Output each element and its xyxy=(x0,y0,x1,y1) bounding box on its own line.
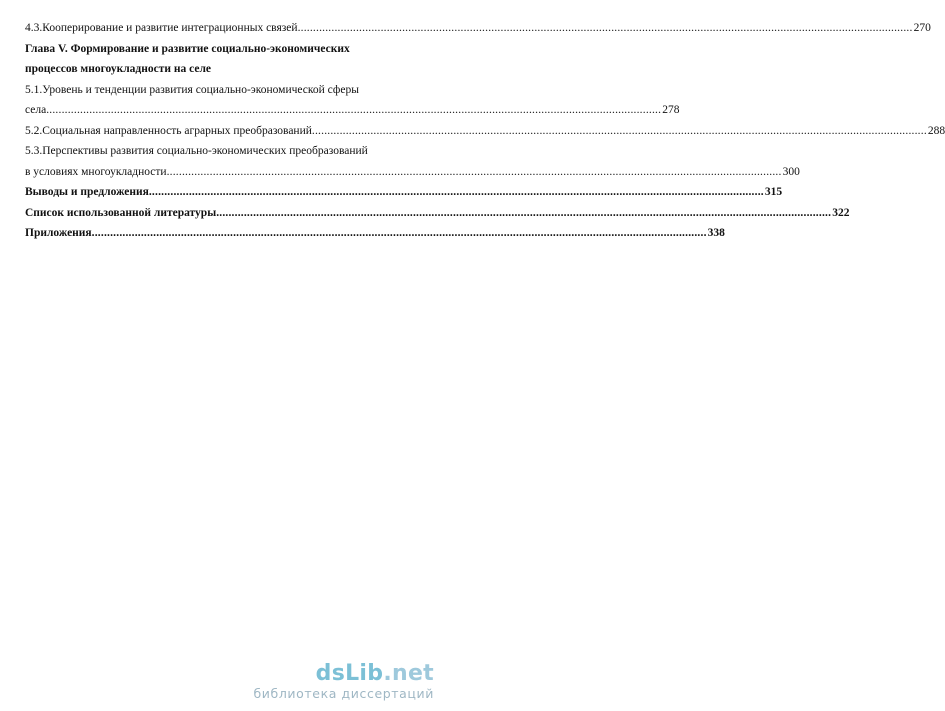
dot-leader: ........................................................................................................................................................................................................ xyxy=(216,206,832,219)
dot-leader: ........................................................................................................................................................................................................ xyxy=(311,124,927,137)
toc-entry-label: Список использованной литературы xyxy=(25,206,217,219)
toc-entry-5-3-line-1: 5.3.Перспективы развития социально-экономических преобразований xyxy=(25,145,368,157)
dot-leader: ........................................................................................................................................................................................................ xyxy=(166,165,782,178)
chapter-5-heading-line-1: Глава V. Формирование и развитие социально-экономических xyxy=(25,42,350,55)
toc-entry-label: Приложения xyxy=(25,227,92,239)
watermark-logo-main: dsLib xyxy=(315,661,384,686)
toc-page-number: 270 xyxy=(913,22,931,34)
toc-page-number: 278 xyxy=(662,104,680,116)
toc-entry-5-1-line-1: 5.1.Уровень и тенденции развития социально-экономической сферы xyxy=(25,83,359,96)
toc-page-number: 322 xyxy=(832,206,850,219)
watermark-logo-tld: .net xyxy=(383,661,434,686)
toc-entry-label: села xyxy=(25,104,47,116)
watermark-subtitle: библиотека диссертаций xyxy=(253,686,434,701)
dot-leader: ........................................................................................................................................................................................................ xyxy=(91,227,707,239)
toc-entry-appendices xyxy=(25,227,725,248)
toc-entry-references xyxy=(25,206,850,228)
dot-leader: ........................................................................................................................................................................................................ xyxy=(46,104,662,116)
toc-page-number: 338 xyxy=(707,227,725,239)
toc-entry-4-3 xyxy=(25,22,931,43)
watermark-logo xyxy=(254,662,435,686)
toc-page-number: 288 xyxy=(927,124,945,137)
table-of-contents xyxy=(25,22,945,248)
dot-leader: ........................................................................................................................................................................................................ xyxy=(148,186,764,198)
toc-entry-5-1 xyxy=(25,104,680,125)
toc-entry-conclusions xyxy=(25,186,783,207)
chapter-5-heading-line-2: процессов многоукладности на селе xyxy=(25,63,212,75)
toc-entry-5-2 xyxy=(25,124,945,146)
toc-page-number: 315 xyxy=(764,186,783,198)
toc-entry-label: Выводы и предложения xyxy=(25,186,149,198)
toc-entry-label: в условиях многоукладности xyxy=(25,165,167,178)
toc-entry-5-3 xyxy=(25,165,800,187)
watermark xyxy=(254,662,435,701)
dot-leader: ........................................................................................................................................................................................................ xyxy=(297,22,913,34)
toc-entry-label: 5.2.Социальная направленность аграрных преобразований xyxy=(25,124,312,137)
toc-page-number: 300 xyxy=(782,165,800,178)
toc-entry-label: 4.3.Кооперирование и развитие интеграционных связей xyxy=(25,22,298,34)
